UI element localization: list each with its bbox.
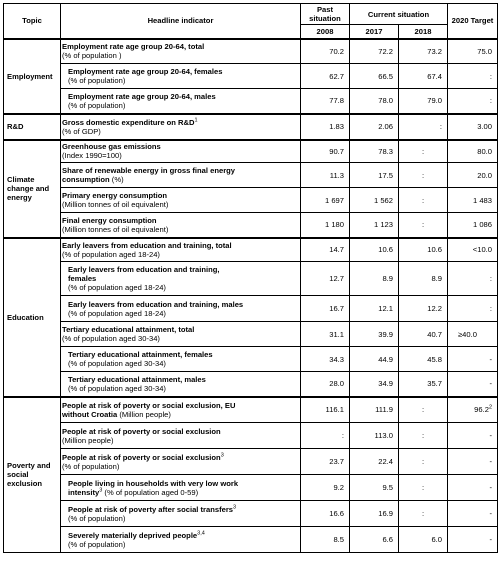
value-2008: 12.7 <box>301 262 350 296</box>
value-2008: 1 697 <box>301 188 350 213</box>
table-row <box>4 372 498 397</box>
indicator-title: Tertiary educational attainment, females <box>68 350 213 359</box>
table-row <box>4 527 498 553</box>
table-row <box>4 140 498 163</box>
table-row <box>4 89 498 114</box>
indicator-title: People at risk of poverty or social exclusion <box>62 426 221 436</box>
topic-poverty: Poverty and social exclusion <box>4 397 61 553</box>
value-2008: 1.83 <box>301 114 350 140</box>
value-2018: 35.7 <box>399 372 448 397</box>
value-target: - <box>448 475 498 501</box>
value-2008: 16.6 <box>301 501 350 527</box>
value-2008: 62.7 <box>301 64 350 89</box>
indicator-cell <box>61 238 301 262</box>
value-target: 20.0 <box>448 163 498 188</box>
headline-header: Headline indicator <box>61 4 301 39</box>
value-2017: 34.9 <box>350 372 399 397</box>
value-target: 1 086 <box>448 213 498 238</box>
indicator-unit: (Million tonnes of oil equivalent) <box>62 200 169 209</box>
value-target: - <box>448 527 498 553</box>
indicator-cell <box>61 213 301 238</box>
indicator-unit: (% of population) <box>68 76 126 85</box>
indicator-unit: (% of population ) <box>62 51 122 61</box>
value-2017: 8.9 <box>350 262 399 296</box>
table-row <box>4 238 498 262</box>
value-2018: : <box>399 397 448 423</box>
footnote-marker: 3,4 <box>197 529 205 536</box>
indicator-title: Primary energy consumption <box>62 191 168 200</box>
indicator-cell <box>61 64 301 89</box>
indicator-title: People at risk of poverty or social exclusion <box>62 452 221 462</box>
indicator-title: Employment rate age group 20-64, females <box>68 67 223 76</box>
footnote-marker: 3 <box>99 486 103 493</box>
indicator-unit: (% of population aged 30-34) <box>62 334 160 343</box>
value-target: : <box>448 262 498 296</box>
indicator-unit: (% of population aged 18-24) <box>68 283 166 292</box>
indicator-title: People living in households with very low work <box>68 478 239 488</box>
value-2008: 9.2 <box>301 475 350 501</box>
table-row <box>4 114 498 140</box>
indicator-title: Severely materially deprived people <box>68 530 198 540</box>
indicator-unit: (Million people) <box>119 409 171 419</box>
topic-header: Topic <box>4 4 61 39</box>
value-2017: 78.0 <box>350 89 399 114</box>
indicator-unit: (%) <box>111 175 124 184</box>
table-row <box>4 39 498 64</box>
footnote-marker: 1 <box>194 116 198 123</box>
value-2018: : <box>399 449 448 475</box>
value-target: <10.0 <box>448 238 498 262</box>
value-target: - <box>448 372 498 397</box>
value-2017: 44.9 <box>350 347 399 372</box>
indicator-title-cont: consumption <box>62 175 110 184</box>
table-row <box>4 163 498 188</box>
indicator-cell <box>61 322 301 347</box>
table-row <box>4 296 498 322</box>
indicator-title: Greenhouse gas emissions <box>62 142 161 152</box>
value-target-cell <box>448 397 498 423</box>
value-2008: 31.1 <box>301 322 350 347</box>
value-2017: 16.9 <box>350 501 399 527</box>
value-2018: 6.0 <box>399 527 448 553</box>
indicator-table-container <box>3 3 497 558</box>
indicator-title-cont: intensity <box>68 487 100 497</box>
value-2017: 111.9 <box>350 397 399 423</box>
value-2018: 73.2 <box>399 39 448 64</box>
value-2017: 1 123 <box>350 213 399 238</box>
indicator-title: Gross domestic expenditure on R&D <box>62 117 195 127</box>
indicator-title: Employment rate age group 20-64, males <box>68 91 216 101</box>
header-row-1 <box>4 4 498 25</box>
value-2017: 39.9 <box>350 322 399 347</box>
indicator-cell <box>61 501 301 527</box>
value-2018: 40.7 <box>399 322 448 347</box>
value-target: - <box>448 347 498 372</box>
value-2018: : <box>399 114 448 140</box>
indicator-unit: (% of population) <box>68 513 126 523</box>
indicator-title: Tertiary educational attainment, total <box>62 325 195 334</box>
indicator-cell <box>61 140 301 163</box>
value-2018: : <box>399 213 448 238</box>
value-2008: 28.0 <box>301 372 350 397</box>
value-target: : <box>448 64 498 89</box>
table-row <box>4 213 498 238</box>
footnote-marker: 2 <box>488 404 492 411</box>
indicator-title: Final energy consumption <box>62 215 157 225</box>
indicator-title-cont: without Croatia <box>62 409 118 419</box>
target-header: 2020 Target <box>448 4 498 39</box>
value-2017: 113.0 <box>350 423 399 449</box>
value-2017: 1 562 <box>350 188 399 213</box>
past-situation-header: Past situation <box>301 4 350 25</box>
table-row <box>4 262 498 296</box>
value-2017: 2.06 <box>350 114 399 140</box>
topic-education: Education <box>4 238 61 397</box>
value-2018: 8.9 <box>399 262 448 296</box>
value-2008: 16.7 <box>301 296 350 322</box>
value-target: 80.0 <box>448 140 498 163</box>
value-2017: 9.5 <box>350 475 399 501</box>
value-2017: 10.6 <box>350 238 399 262</box>
value-2018: : <box>399 188 448 213</box>
value-2018: 10.6 <box>399 238 448 262</box>
indicator-title: Early leavers from education and training, males <box>68 299 244 309</box>
value-target: 75.0 <box>448 39 498 64</box>
value-2017: 66.5 <box>350 64 399 89</box>
value-2018: : <box>399 163 448 188</box>
indicator-title: People at risk of poverty or social exclusion, EU <box>62 400 236 410</box>
indicator-unit: (% of population) <box>68 539 126 549</box>
indicator-title: Tertiary educational attainment, males <box>68 374 206 384</box>
value-2017: 78.3 <box>350 140 399 163</box>
value-2017: 22.4 <box>350 449 399 475</box>
value-target: 1 483 <box>448 188 498 213</box>
indicator-unit: (Million tonnes of oil equivalent) <box>62 224 169 234</box>
value-2008: 1 180 <box>301 213 350 238</box>
indicator-cell <box>61 262 301 296</box>
headline-indicators-table <box>3 3 498 553</box>
value-target: - <box>448 501 498 527</box>
value-2017: 72.2 <box>350 39 399 64</box>
indicator-title: People at risk of poverty after social transfers <box>68 504 234 514</box>
value-target: - <box>448 449 498 475</box>
indicator-cell <box>61 296 301 322</box>
value-2008: 11.3 <box>301 163 350 188</box>
topic-rd: R&D <box>4 114 61 140</box>
value-2017: 17.5 <box>350 163 399 188</box>
value-target: - <box>448 423 498 449</box>
indicator-unit: (% of population aged 0-59) <box>104 487 199 497</box>
value-2018: : <box>399 140 448 163</box>
year-2008-header: 2008 <box>301 25 350 39</box>
indicator-unit: (Index 1990=100) <box>62 151 122 161</box>
indicator-unit: (Million people) <box>62 435 114 445</box>
indicator-cell <box>61 423 301 449</box>
value-2008: 8.5 <box>301 527 350 553</box>
table-row <box>4 423 498 449</box>
indicator-cell <box>61 163 301 188</box>
footnote-marker: 3 <box>233 503 237 510</box>
value-2008: 70.2 <box>301 39 350 64</box>
current-situation-header: Current situation <box>350 4 448 25</box>
value-2008: 77.8 <box>301 89 350 114</box>
value-target: : <box>448 296 498 322</box>
value-2008: 23.7 <box>301 449 350 475</box>
indicator-unit: (% of GDP) <box>62 126 101 136</box>
indicator-unit: (% of population aged 18-24) <box>62 249 160 259</box>
indicator-title-cont: females <box>68 274 97 283</box>
value-2008: 14.7 <box>301 238 350 262</box>
indicator-unit: (% of population) <box>68 100 126 110</box>
value-target: ≥40.0 <box>448 322 498 347</box>
value-2018: 45.8 <box>399 347 448 372</box>
year-2017-header: 2017 <box>350 25 399 39</box>
value-2017: 12.1 <box>350 296 399 322</box>
indicator-cell <box>61 449 301 475</box>
indicator-unit: (% of population aged 18-24) <box>68 308 166 318</box>
year-2018-header: 2018 <box>399 25 448 39</box>
value-2017: 6.6 <box>350 527 399 553</box>
indicator-cell <box>61 188 301 213</box>
value-2008: 34.3 <box>301 347 350 372</box>
value-2008: 116.1 <box>301 397 350 423</box>
indicator-cell <box>61 527 301 553</box>
value-2008: 90.7 <box>301 140 350 163</box>
indicator-unit: (% of population aged 30-34) <box>68 359 166 368</box>
value-2018: : <box>399 501 448 527</box>
topic-climate: Climate change and energy <box>4 140 61 238</box>
indicator-cell <box>61 397 301 423</box>
indicator-title: Share of renewable energy in gross final energy <box>62 166 236 175</box>
indicator-cell <box>61 39 301 64</box>
value-2018: 79.0 <box>399 89 448 114</box>
indicator-cell <box>61 89 301 114</box>
indicator-unit: (% of population) <box>62 461 120 471</box>
topic-employment: Employment <box>4 39 61 114</box>
indicator-title: Early leavers from education and training, total <box>62 240 232 250</box>
value-target: 96.2 <box>474 405 489 415</box>
indicator-cell <box>61 475 301 501</box>
indicator-cell <box>61 114 301 140</box>
value-target: : <box>448 89 498 114</box>
table-row <box>4 322 498 347</box>
value-2018: 67.4 <box>399 64 448 89</box>
value-2018: : <box>399 423 448 449</box>
indicator-cell <box>61 372 301 397</box>
indicator-cell <box>61 347 301 372</box>
table-row <box>4 475 498 501</box>
value-target: 3.00 <box>448 114 498 140</box>
value-2008: : <box>301 423 350 449</box>
indicator-title: Early leavers from education and training, <box>68 265 220 274</box>
table-row <box>4 501 498 527</box>
indicator-title: Employment rate age group 20-64, total <box>62 42 205 52</box>
footnote-marker: 3 <box>220 451 224 458</box>
table-row <box>4 397 498 423</box>
table-row <box>4 347 498 372</box>
value-2018: 12.2 <box>399 296 448 322</box>
table-row <box>4 64 498 89</box>
table-row <box>4 449 498 475</box>
indicator-unit: (% of population aged 30-34) <box>68 383 166 393</box>
table-row <box>4 188 498 213</box>
value-2018: : <box>399 475 448 501</box>
